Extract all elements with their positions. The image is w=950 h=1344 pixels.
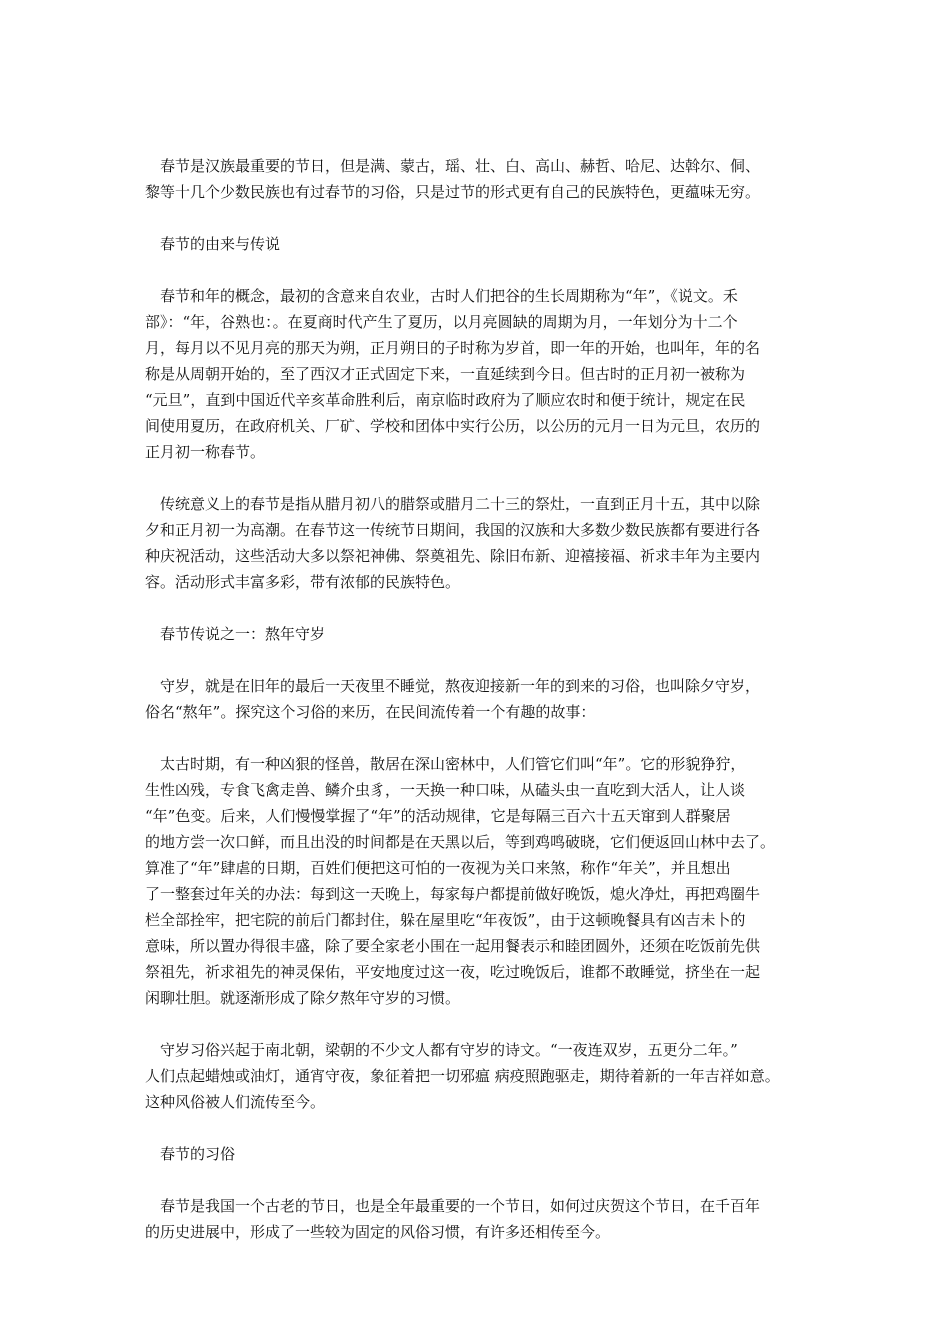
paragraph-line: 称是从周朝开始的，至了西汉才正式固定下来，一直延续到今日。但古时的正月初一被称为 xyxy=(145,365,746,383)
paragraph xyxy=(145,283,825,465)
paragraph xyxy=(145,673,825,725)
paragraph-line: 的地方尝一次口鲜，而且出没的时间都是在天黑以后，等到鸡鸣破晓，它们便返回山林中去了。 xyxy=(145,833,776,851)
paragraph-line: 祭祖先，祈求祖先的神灵保佑，平安地度过这一夜，吃过晚饭后，谁都不敢睡觉，挤坐在一起 xyxy=(145,963,761,981)
paragraph xyxy=(145,153,825,205)
paragraph-line: 种庆祝活动，这些活动大多以祭祀神佛、祭奠祖先、除旧布新、迎禧接福、祈求丰年为主要内 xyxy=(145,547,761,565)
document-body xyxy=(145,153,825,1271)
paragraph-line: 部》：“年，谷熟也：。在夏商时代产生了夏历，以月亮圆缺的周期为月，一年划分为十二个 xyxy=(145,313,738,331)
paragraph xyxy=(145,1037,825,1115)
paragraph-line: 生性凶残，专食飞禽走兽、鳞介虫豸，一天换一种口味，从磕头虫一直吃到大活人，让人谈 xyxy=(145,781,746,799)
heading-text: 春节传说之一：熬年守岁 xyxy=(160,625,326,643)
heading-text: 春节的由来与传说 xyxy=(160,235,281,253)
paragraph-line: 闲聊壮胆。就逐渐形成了除夕熬年守岁的习惯。 xyxy=(145,989,461,1007)
section-heading xyxy=(145,231,825,257)
paragraph-line: 春节是汉族最重要的节日，但是满、蒙古，瑶、壮、白、高山、赫哲、哈尼、达斡尔、侗、 xyxy=(160,157,761,175)
paragraph-line: 太古时期，有一种凶狠的怪兽，散居在深山密林中，人们管它们叫“年”。它的形貌狰狞， xyxy=(160,755,746,773)
paragraph-line: 正月初一称春节。 xyxy=(145,443,266,461)
paragraph-line: 间使用夏历，在政府机关、厂矿、学校和团体中实行公历，以公历的元月一日为元旦，农历的 xyxy=(145,417,761,435)
paragraph-line: 算准了“年”肆虐的日期，百姓们便把这可怕的一夜视为关口来煞，称作“年关”，并且想出 xyxy=(145,859,731,877)
paragraph-line: 这种风俗被人们流传至今。 xyxy=(145,1093,326,1111)
section-heading xyxy=(145,1141,825,1167)
paragraph-line: 俗名“熬年”。探究这个习俗的来历，在民间流传着一个有趣的故事： xyxy=(145,703,596,721)
paragraph-line: 传统意义上的春节是指从腊月初八的腊祭或腊月二十三的祭灶，一直到正月十五，其中以除 xyxy=(160,495,761,513)
paragraph xyxy=(145,491,825,595)
paragraph-line: “元旦”，直到中国近代辛亥革命胜利后，南京临时政府为了顺应农时和便于统计，规定在民 xyxy=(145,391,746,409)
paragraph-line: 春节和年的概念，最初的含意来自农业，古时人们把谷的生长周期称为“年”，《说文。禾 xyxy=(160,287,738,305)
paragraph-line: 容。活动形式丰富多彩，带有浓郁的民族特色。 xyxy=(145,573,461,591)
paragraph-line: 月，每月以不见月亮的那天为朔，正月朔日的子时称为岁首，即一年的开始，也叫年，年的名 xyxy=(145,339,761,357)
paragraph-line: 守岁习俗兴起于南北朝，梁朝的不少文人都有守岁的诗文。“一夜连双岁，五更分二年。” xyxy=(160,1041,738,1059)
section-heading xyxy=(145,621,825,647)
paragraph-line: 意味，所以置办得很丰盛，除了要全家老小围在一起用餐表示和睦团圆外，还须在吃饭前先供 xyxy=(145,937,761,955)
paragraph-line: 的历史进展中，形成了一些较为固定的风俗习惯，有许多还相传至今。 xyxy=(145,1223,611,1241)
paragraph-line: 了一整套过年关的办法：每到这一天晚上，每家每户都提前做好晚饭，熄火净灶，再把鸡圈牛 xyxy=(145,885,761,903)
heading-text: 春节的习俗 xyxy=(160,1145,236,1163)
paragraph-line: 夕和正月初一为高潮。在春节这一传统节日期间，我国的汉族和大多数少数民族都有要进行各 xyxy=(145,521,761,539)
paragraph-line: 人们点起蜡烛或油灯，通宵守夜，象征着把一切邪瘟 病疫照跑驱走，期待着新的一年吉祥如意。 xyxy=(145,1067,780,1085)
paragraph xyxy=(145,751,825,1011)
paragraph-line: 春节是我国一个古老的节日，也是全年最重要的一个节日，如何过庆贺这个节日，在千百年 xyxy=(160,1197,761,1215)
paragraph-line: 守岁，就是在旧年的最后一天夜里不睡觉，熬夜迎接新一年的到来的习俗，也叫除夕守岁， xyxy=(160,677,761,695)
paragraph xyxy=(145,1193,825,1245)
paragraph-line: 栏全部拴牢，把宅院的前后门都封住，躲在屋里吃“年夜饭”，由于这顿晚餐具有凶吉未卜的 xyxy=(145,911,746,929)
paragraph-line: “年”色变。后来，人们慢慢掌握了“年”的活动规律，它是每隔三百六十五天窜到人群聚居 xyxy=(145,807,731,825)
paragraph-line: 黎等十几个少数民族也有过春节的习俗，只是过节的形式更有自己的民族特色，更蕴味无穷。 xyxy=(145,183,761,201)
